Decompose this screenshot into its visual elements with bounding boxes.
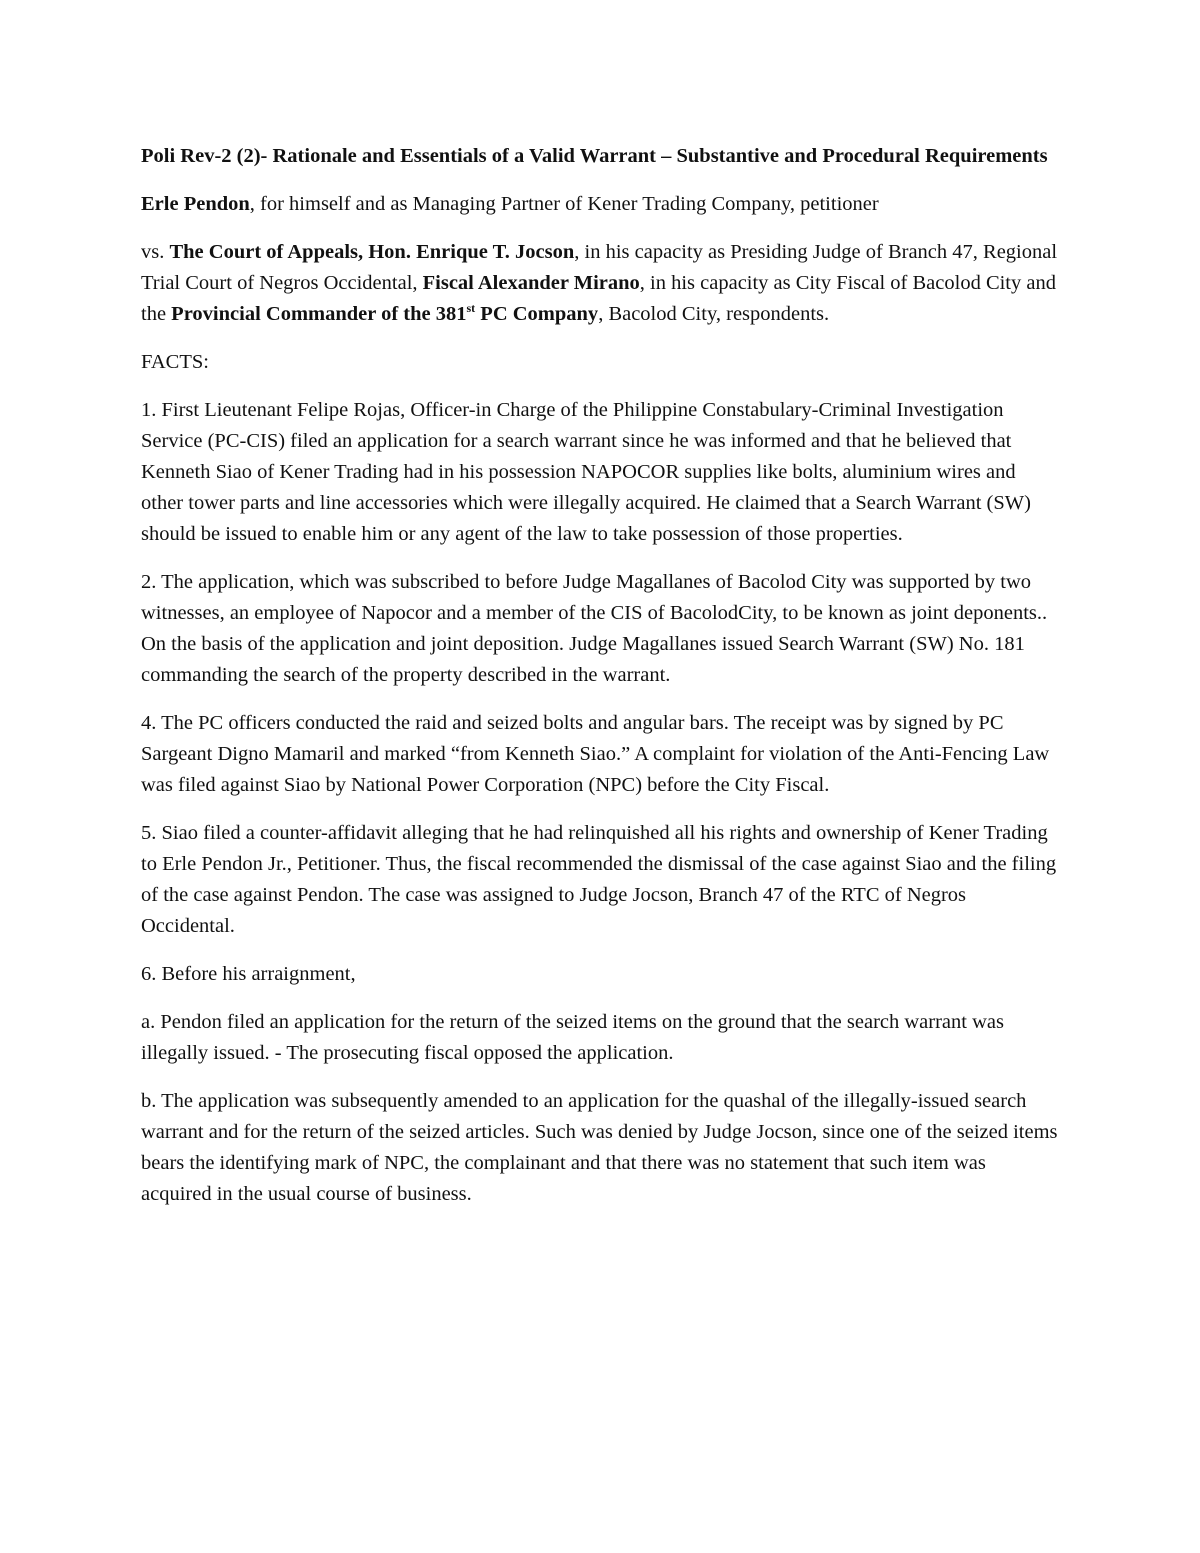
facts-heading: FACTS: <box>141 351 209 373</box>
ordinal-suffix: st <box>466 301 476 316</box>
versus-label: vs. <box>141 241 170 263</box>
petitioner-line <box>141 189 1059 220</box>
fact-paragraph-6: 6. Before his arraignment, <box>141 963 356 985</box>
fact-paragraph-6b: b. The application was subsequently amended to an application for the quashal of the illegally-issued search warrant and for the return of the seized articles. Such was denied by Judge Jocson, since one of the seized items bears the identifying mark of NPC, the complainant and that there was no statement that such item was acquired in the usual course of business. <box>141 1090 1058 1205</box>
fact-paragraph-2: 2. The application, which was subscribed to before Judge Magallanes of Bacolod City was supported by two witnesses, an employee of Napocor and a member of the CIS of BacolodCity, to be known as joint deponents.. On the basis of the application and joint deposition. Judge Magallanes issued Search Warrant (SW) No. 181 commanding the search of the property described in the warrant. <box>141 571 1048 686</box>
respondent-court: The Court of Appeals, Hon. Enrique T. Jocson <box>169 241 575 263</box>
respondent-commander-name: Provincial Commander of the 381 <box>171 303 467 325</box>
respondent-commander-company: PC Company <box>475 303 599 325</box>
respondent-fiscal-description: , in his capacity as City Fiscal of Bacolod City and the <box>141 272 1056 325</box>
respondent-commander <box>171 303 598 325</box>
petitioner-name: Erle Pendon <box>141 193 250 215</box>
respondent-fiscal: Fiscal Alexander Mirano <box>422 272 640 294</box>
fact-paragraph-5: 5. Siao filed a counter-affidavit alleging that he had relinquished all his rights and ownership of Kener Trading to Erle Pendon Jr., Petitioner. Thus, the fiscal recommended the dismissal of the case against Siao and the filing of the case against Pendon. The case was assigned to Judge Jocson, Branch 47 of the RTC of Negros Occidental. <box>141 822 1057 937</box>
document-body <box>141 141 1059 1227</box>
fact-paragraph-4: 4. The PC officers conducted the raid and seized bolts and angular bars. The receipt was by signed by PC Sargeant Digno Mamaril and marked “from Kenneth Siao.” A complaint for violation of the Anti-Fencing Law was filed against Siao by National Power Corporation (NPC) before the City Fiscal. <box>141 712 1050 796</box>
respondents-block <box>141 237 1059 330</box>
document-title: Poli Rev-2 (2)- Rationale and Essentials of a Valid Warrant – Substantive and Procedural Requirements <box>141 145 1048 167</box>
petitioner-description: , for himself and as Managing Partner of Kener Trading Company, petitioner <box>249 193 879 215</box>
fact-paragraph-6a: a. Pendon filed an application for the return of the seized items on the ground that the search warrant was illegally issued. - The prosecuting fiscal opposed the application. <box>141 1011 1004 1064</box>
respondents-end: , Bacolod City, respondents. <box>598 303 830 325</box>
fact-paragraph-1: 1. First Lieutenant Felipe Rojas, Officer-in Charge of the Philippine Constabulary-Criminal Investigation Service (PC-CIS) filed an application for a search warrant since he was informed and that he believed that Kenneth Siao of Kener Trading had in his possession NAPOCOR supplies like bolts, aluminium wires and other tower parts and line accessories which were illegally acquired. He claimed that a Search Warrant (SW) should be issued to enable him or any agent of the law to take possession of those properties. <box>141 399 1031 545</box>
respondent-court-description: , in his capacity as Presiding Judge of Branch 47, Regional Trial Court of Negros Occidental, <box>141 241 1058 294</box>
